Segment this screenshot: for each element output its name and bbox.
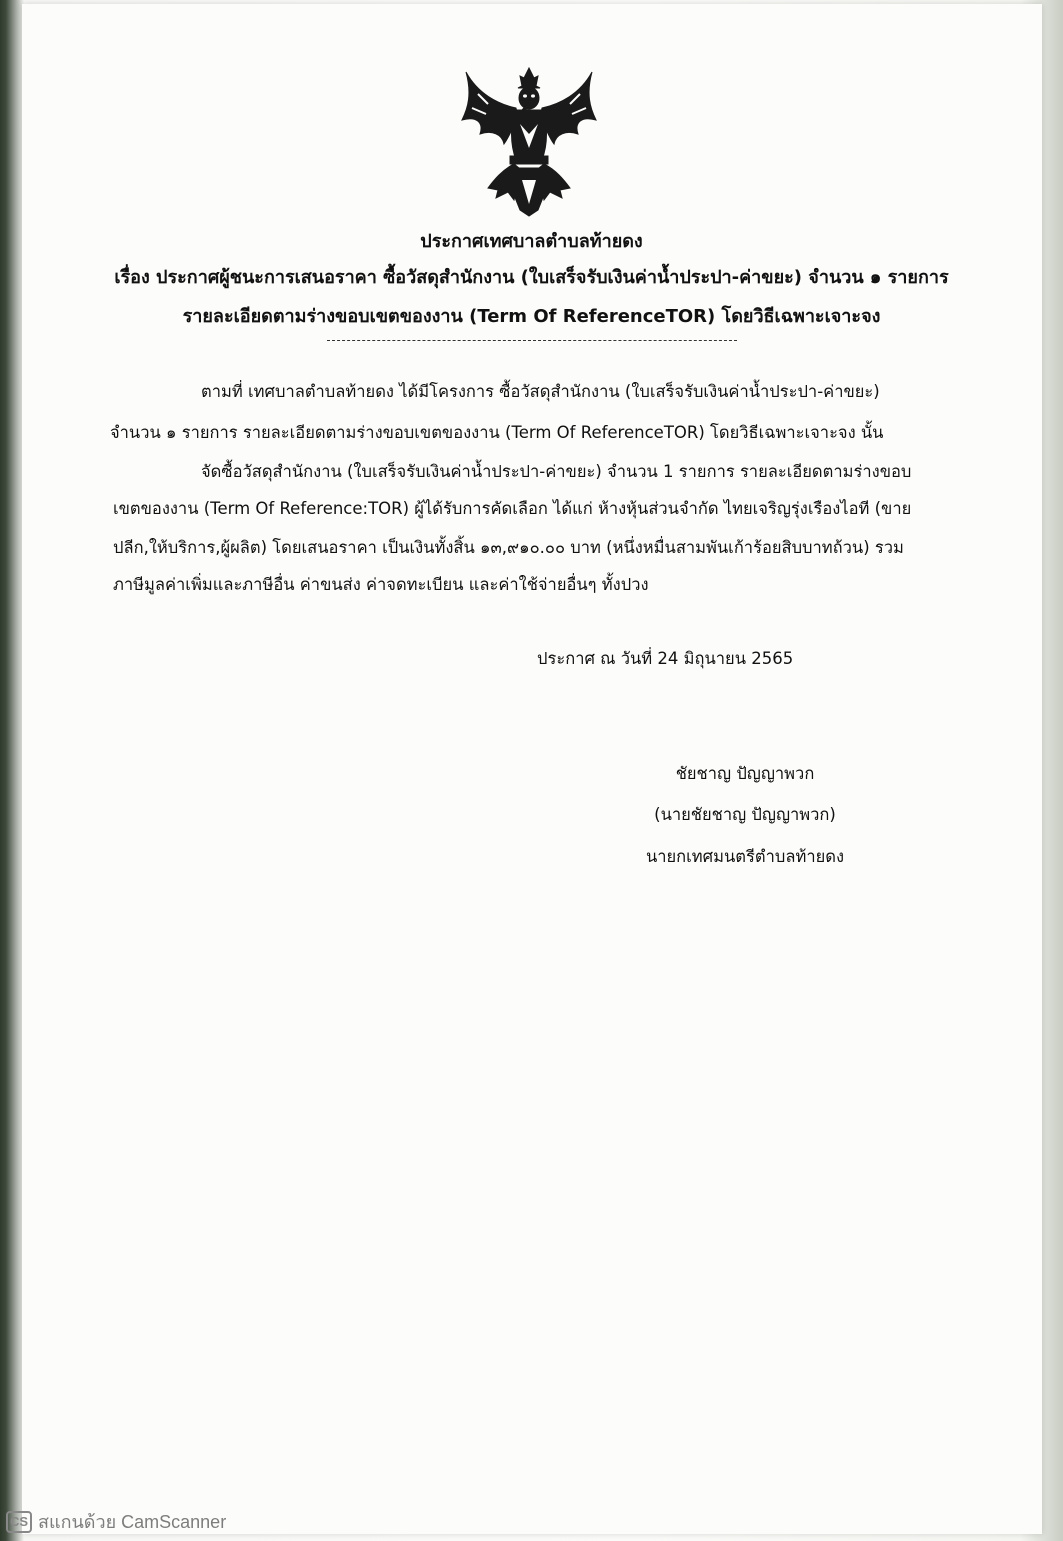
subject-line-1: เรื่อง ประกาศผู้ชนะการเสนอราคา ซื้อวัสดุสำนักงาน (ใบเสร็จรับเงินค่าน้ำประปา-ค่าขยะ) จำนวน ๑ รายการ: [114, 267, 949, 288]
watermark-text: สแกนด้วย CamScanner: [38, 1512, 227, 1532]
body-line: จัดซื้อวัสดุสำนักงาน (ใบเสร็จรับเงินค่าน้ำประปา-ค่าขยะ) จำนวน 1 รายการ รายละเอียดตามร่างขอบ: [201, 462, 912, 481]
body-line: จำนวน ๑ รายการ รายละเอียดตามร่างขอบเขตของงาน (Term Of ReferenceTOR) โดยวิธีเฉพาะเจาะจง นั้น: [110, 423, 884, 442]
signatory-position: นายกเทศมนตรีตำบลท้ายดง: [645, 847, 845, 866]
subject-line-2: รายละเอียดตามร่างขอบเขตของงาน (Term Of ReferenceTOR) โดยวิธีเฉพาะเจาะจง: [182, 306, 881, 327]
body-line: ปลีก,ให้บริการ,ผู้ผลิต) โดยเสนอราคา เป็นเงินทั้งสิ้น ๑๓,๙๑๐.๐๐ บาท (หนึ่งหมื่นสามพันเก้าร้อยสิบบาทถ้วน) รวม: [113, 538, 904, 557]
divider: [327, 340, 737, 341]
signatory-full-name: (นายชัยชาญ ปัญญาพวก): [654, 805, 836, 824]
camscanner-watermark: [6, 1507, 226, 1536]
body-line: ตามที่ เทศบาลตำบลท้ายดง ได้มีโครงการ ซื้อวัสดุสำนักงาน (ใบเสร็จรับเงินค่าน้ำประปา-ค่าขยะ): [201, 382, 880, 401]
announce-date: ประกาศ ณ วันที่ 24 มิถุนายน 2565: [537, 649, 794, 668]
garuda-emblem-icon: [458, 64, 600, 218]
signature-name: ชัยชาญ ปัญญาพวก: [675, 764, 815, 783]
body-line: เขตของงาน (Term Of Reference:TOR) ผู้ได้รับการคัดเลือก ได้แก่ ห้างหุ้นส่วนจำกัด ไทยเจริญรุ่งเรืองไอที (ขาย: [113, 499, 912, 518]
camscanner-logo-icon: CS: [6, 1511, 32, 1533]
body-line: ภาษีมูลค่าเพิ่มและภาษีอื่น ค่าขนส่ง ค่าจดทะเบียน และค่าใช้จ่ายอื่นๆ ทั้งปวง: [113, 575, 649, 594]
document-header: ประกาศเทศบาลตำบลท้ายดง: [420, 231, 643, 252]
